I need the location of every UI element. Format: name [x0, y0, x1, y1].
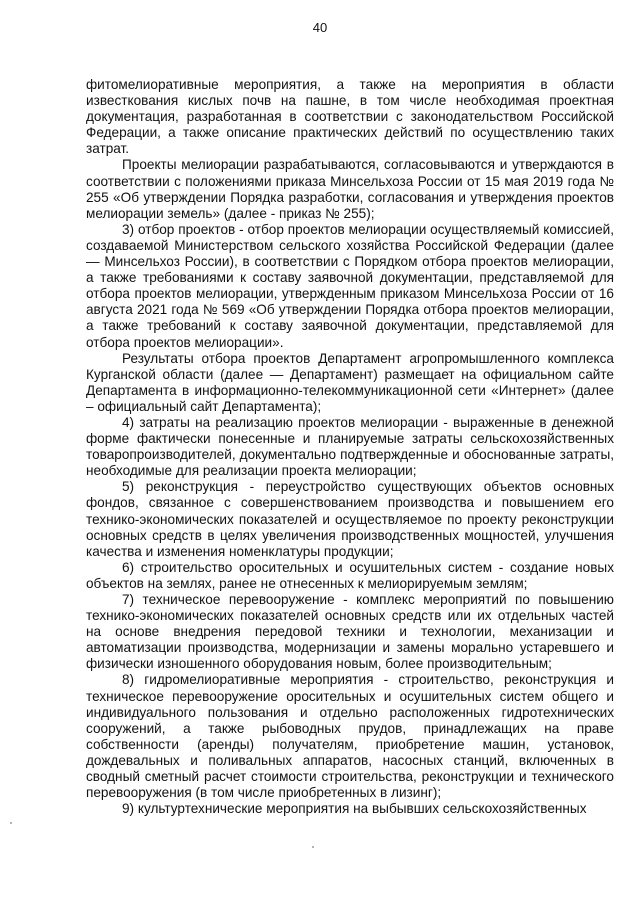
paragraph-selection-results: Результаты отбора проектов Департамент агропромышленного комплекса Курганской области (далее — Департамент) размещает на официальном сайте Департамента в информационно-телекоммуникационной сети «Интернет» (далее – официальный сайт Департамента); — [86, 350, 614, 414]
paragraph-item-7-re-equipment: 7) техническое перевооружение - комплекс мероприятий по повышению технико-экономических показателей основных средств или их отдельных частей на основе внедрения передовой техники и технологии, механизации и автоматизации производства, модернизации и замены морально устаревшего и физически изношенного оборудования новым, более производительным; — [86, 592, 614, 672]
paragraph-item-8-hydromelioration: 8) гидромелиоративные мероприятия - строительство, реконструкция и техническое перевооружение оросительных и осушительных систем общего и индивидуального пользования и отдельно расположенных гидротехнических сооружений, а также рыбоводных прудов, принадлежащих на праве собственности (аренды) получателям, приобретение машин, установок, дождевальных и поливальных аппаратов, насосных станций, включенных в сводный сметный расчет стоимости строительства, реконструкции и технического перевооружения (в том числе приобретенных в лизинг); — [86, 672, 614, 801]
paragraph-item-5-reconstruction: 5) реконструкция - переустройство существующих объектов основных фондов, связанное с совершенствованием производства и повышением его технико-экономических показателей и осуществляемое по проекту реконструкции основных средств в целях увеличения производственных мощностей, улучшения качества и изменения номенклатуры продукции; — [86, 479, 614, 559]
paragraph-item-3-project-selection: 3) отбор проектов - отбор проектов мелиорации осуществляемый комиссией, создаваемой Министерством сельского хозяйства Российской Федерации (далее — Минсельхоз России), в соответствии с Порядком отбора проектов мелиорации, а также требованиями к составу заявочной документации, представляемой для отбора проектов мелиорации, утвержденным приказом Минсельхоза России от 16 августа 2021 года № 569 «Об утверждении Порядка отбора проектов мелиорации, а также требований к составу заявочной документации, представляемой для отбора проектов мелиорации». — [86, 221, 614, 350]
scan-speck — [312, 846, 314, 848]
paragraph-item-6-construction: 6) строительство оросительных и осушительных систем - создание новых объектов на землях, ранее не отнесенных к мелиорируемым землям; — [86, 559, 614, 591]
scan-speck — [10, 822, 12, 824]
paragraph-item-9-cultural-technical: 9) культуртехнические мероприятия на выбывших сельскохозяйственных — [122, 801, 587, 817]
paragraph-phytomelioration: фитомелиоративные мероприятия, а также на мероприятия в области известкования кислых почв на пашне, в том числе необходимая проектная документация, разработанная в соответствии с законодательством Российской Федерации, а также описание практических действий по осуществлению таких затрат. — [86, 77, 614, 157]
page-number: 40 — [312, 20, 328, 35]
paragraph-item-4-costs: 4) затраты на реализацию проектов мелиорации - выраженные в денежной форме фактически понесенные и планируемые затраты сельскохозяйственных товаропроизводителей, документально подтвержденные и обоснованные затраты, необходимые для реализации проекта мелиорации; — [86, 414, 614, 479]
document-body — [86, 77, 614, 817]
paragraph-melioration-projects: Проекты мелиорации разрабатываются, согласовываются и утверждаются в соответствии с положениями приказа Минсельхоза России от 15 мая 2019 года № 255 «Об утверждении Порядка разработки, согласования и утверждения проектов мелиорации земель» (далее - приказ № 255); — [86, 157, 614, 221]
